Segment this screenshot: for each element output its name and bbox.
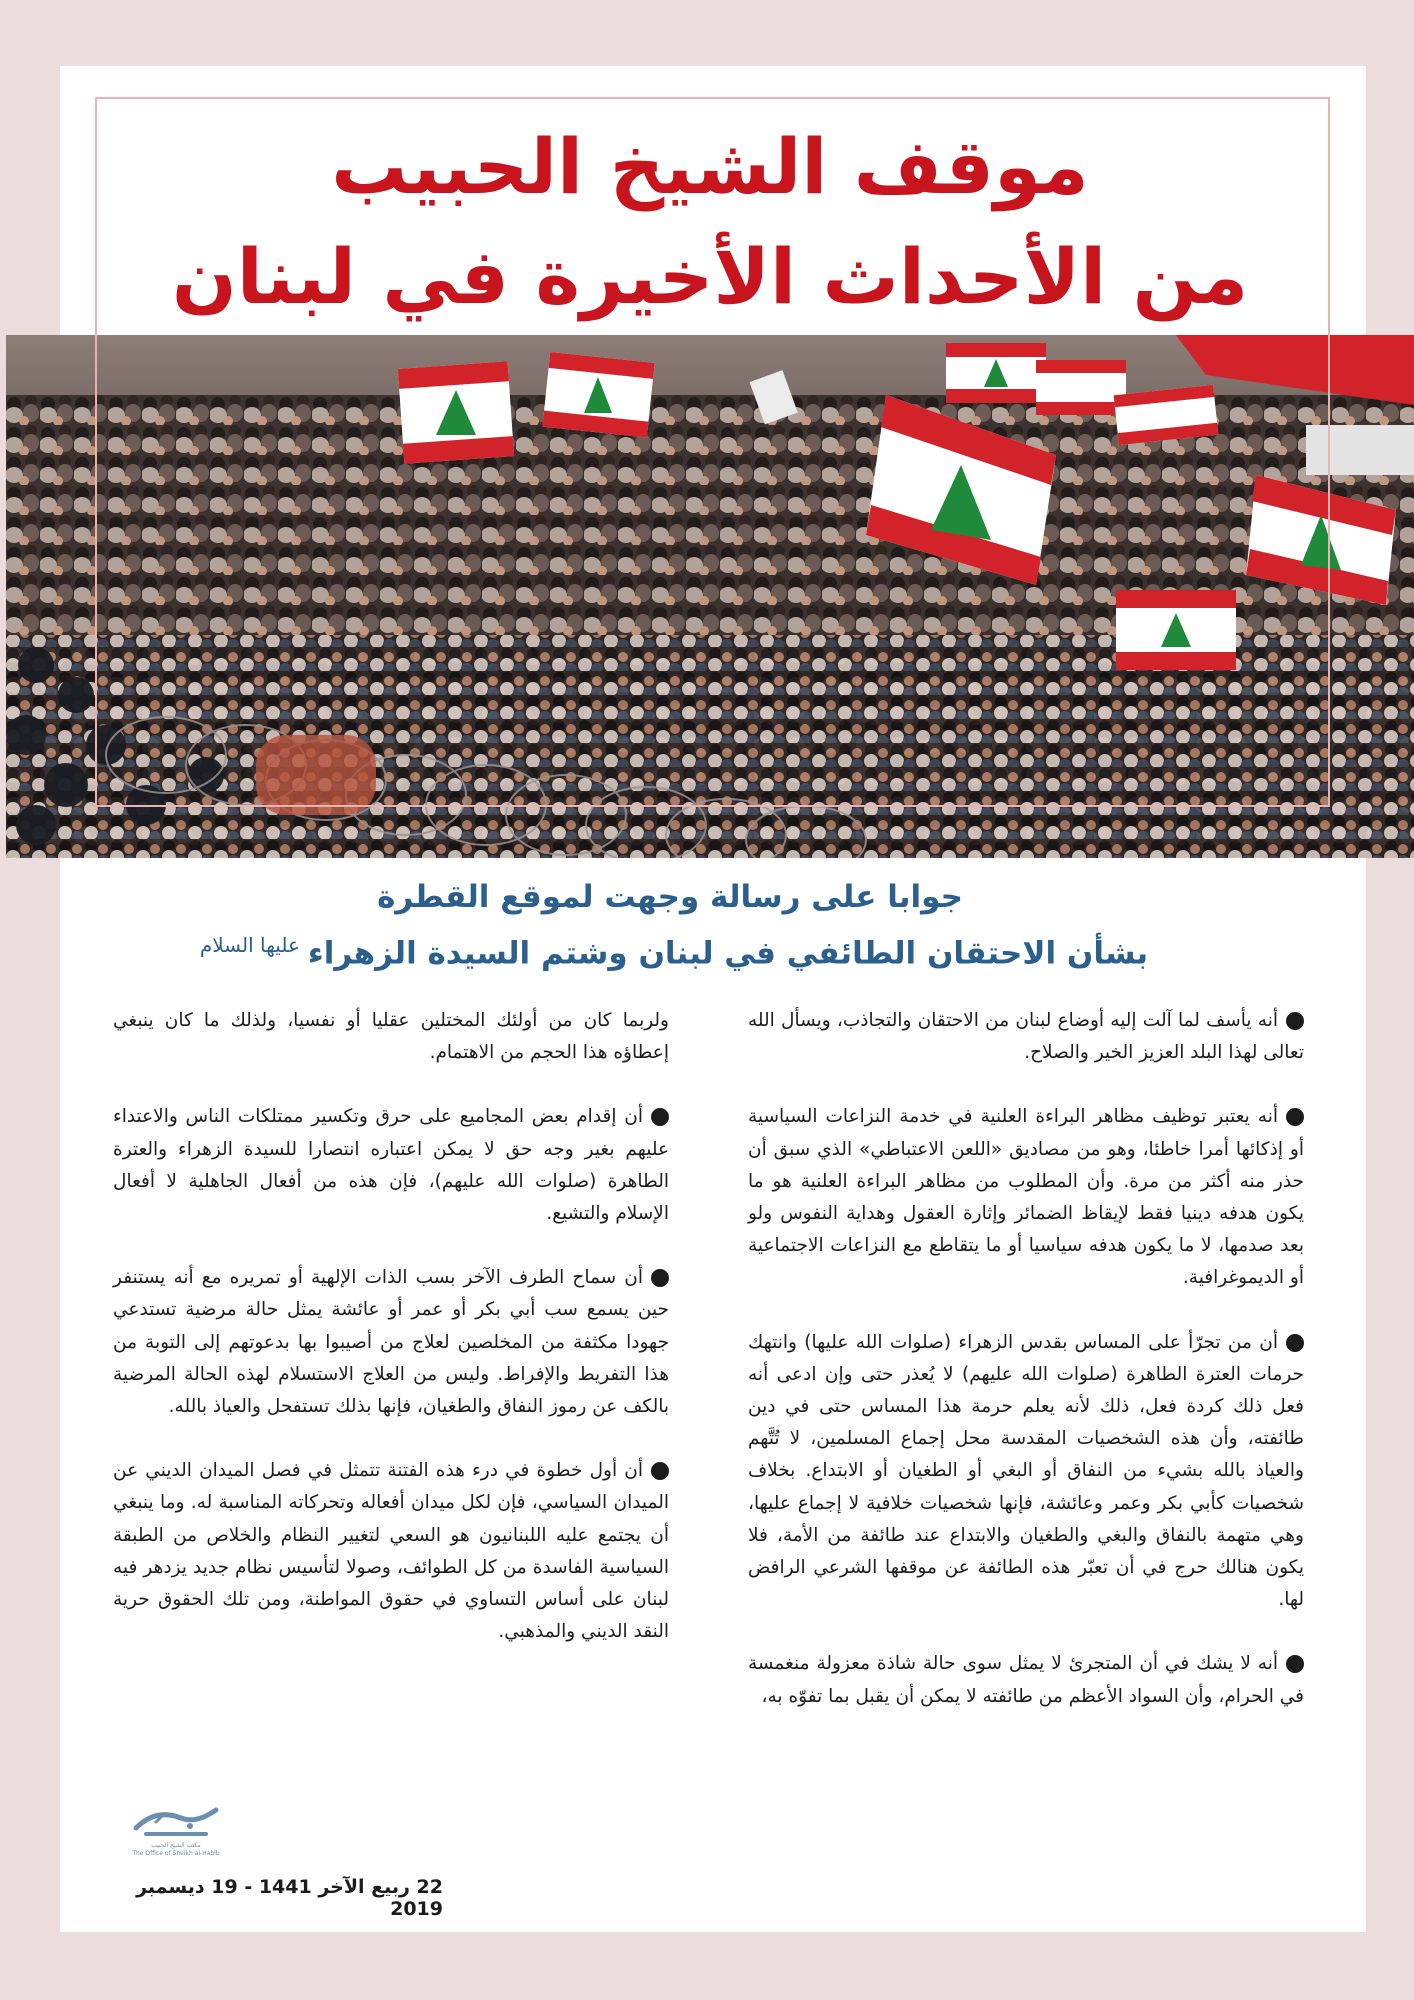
protest-crowd-with-lebanese-flags-photo bbox=[6, 335, 1414, 858]
bullet-icon bbox=[1286, 1012, 1304, 1030]
bullet-icon bbox=[1286, 1108, 1304, 1126]
subtitle bbox=[160, 873, 1180, 977]
body-column-right bbox=[748, 1005, 1304, 1745]
paragraph bbox=[113, 1005, 669, 1069]
paragraph-text: أنه يعتبر توظيف مظاهر البراءة العلنية في خدمة النزاعات السياسية أو إذكائها أمرا خاطئا، وهو من مصاديق «اللعن الاعتباطي» الذي سبق أن حذر منه أكثر من مرة. وأن المطلوب من مظاهر البراءة العلنية هو ما يكون هدفه دينيا فقط لإيقاظ الضمائر وإثارة العقول وهداية النفوس ولو بعد صدمها، لا ما يكون هدفه سياسيا أو ما يتقاطع مع النزاعات الاجتماعية أو الديموغرافية. bbox=[748, 1106, 1304, 1289]
bullet-icon bbox=[651, 1108, 669, 1126]
logo-text-ar: مكتب الشيخ الحبيب bbox=[151, 1842, 201, 1849]
paragraph bbox=[748, 1648, 1304, 1712]
paragraph-text: أنه لا يشك في أن المتجرئ لا يمثل سوى حالة شاذة معزولة منغمسة في الحرام، وأن السواد الأعظم من طائفته لا يمكن أن يقبل بما تفوّه به، bbox=[748, 1653, 1304, 1707]
protest-photo bbox=[6, 335, 1414, 858]
paragraph-text: أن إقدام بعض المجاميع على حرق وتكسير ممتلكات الناس والاعتداء عليهم بغير وجه حق لا يمكن اعتباره انتصارا للسيدة الزهراء والعترة الطاهرة (صلوات الله عليهم)، فإن هذه من أفعال الجاهلية لا أفعال الإسلام والتشيع. bbox=[113, 1106, 669, 1225]
paragraph bbox=[113, 1455, 669, 1648]
title-line-1: موقف الشيخ الحبيب bbox=[331, 122, 1089, 211]
publication-date: 22 ربيع الآخر 1441 - 19 ديسمبر 2019 bbox=[136, 1876, 443, 1920]
subtitle-line-2-text: بشأن الاحتقان الطائفي في لبنان وشتم السيدة الزهراء bbox=[307, 935, 1149, 972]
office-logo bbox=[126, 1800, 226, 1866]
paragraph-text: أن من تجرّأ على المساس بقدس الزهراء (صلوات الله عليها) وانتهك حرمات العترة الطاهرة (صلوات الله عليهم) لا يُعذر حتى وإن ادعى أنه فعل ذلك كردة فعل، ذلك لأنه يعلم حرمة هذا المساس حتى في دين طائفته، وأن هذه الشخصيات المقدسة محل إجماع المسلمين، لا تُتَّهم والعياذ بالله بشيء من النفاق أو البغي أو الطغيان أو الابتداع. بخلاف شخصيات كأبي بكر وعمر وعائشة، فإنها شخصيات خلافية لا إجماع عليها، وهي متهمة بالنفاق والبغي والطغيان والابتداع عند طائفة من الأمة، فلا يكون هنالك حرج في أن تعبّر هذه الطائفة عن موقفها الشرعي الرافض لها. bbox=[748, 1331, 1304, 1611]
page-title bbox=[110, 112, 1310, 332]
logo-text-en: The Office of Sheikh al-Habib bbox=[132, 1850, 220, 1857]
paragraph bbox=[113, 1262, 669, 1423]
bullet-icon bbox=[1286, 1334, 1304, 1352]
body-column-left bbox=[113, 1005, 669, 1680]
subtitle-line-2 bbox=[160, 921, 1180, 977]
bullet-icon bbox=[651, 1462, 669, 1480]
paragraph-text: أن أول خطوة في درء هذه الفتنة تتمثل في فصل الميدان الديني عن الميدان السياسي، فإن لكل ميدان أفعاله وتحركاته المناسبة له. وما ينبغي أن يجتمع عليه اللبنانيون هو السعي لتغيير النظام والخلاص من الطبقة السياسية الفاسدة من كل الطوائف، وصولا لتأسيس نظام جديد يزدهر فيه لبنان على أساس التساوي في حقوق المواطنة، ومن تلك الحقوق حرية النقد الديني والمذهبي. bbox=[113, 1460, 669, 1643]
logo-caption bbox=[126, 1842, 226, 1858]
paragraph-text: ولربما كان من أولئك المختلين عقليا أو نفسيا، ولذلك ما كان ينبغي إعطاؤه هذا الحجم من الاهتمام. bbox=[113, 1010, 669, 1064]
office-logo-icon bbox=[126, 1800, 226, 1844]
paragraph bbox=[113, 1101, 669, 1230]
title-line-2: من الأحداث الأخيرة في لبنان bbox=[171, 232, 1249, 321]
paragraph bbox=[748, 1005, 1304, 1069]
bullet-icon bbox=[1286, 1655, 1304, 1673]
subtitle-line-1: جوابا على رسالة وجهت لموقع القطرة bbox=[377, 879, 963, 915]
honorific-mark: عليها السلام bbox=[199, 933, 300, 957]
paragraph-text: أن سماح الطرف الآخر بسب الذات الإلهية أو تمريره مع أنه يستنفر حين يسمع سب أبي بكر أو عمر أو عائشة يمثل حالة مرضية تستدعي جهودا مكثفة من المخلصين لعلاج من أصيبوا بها بدعوتهم إلى التوبة من هذا التفريط والإفراط. وليس من العلاج الاستسلام لهذه الحالة المرضية بالكف عن رموز النفاق والطغيان، فإنها بذلك تستفحل والعياذ بالله. bbox=[113, 1267, 669, 1418]
paragraph-text: أنه يأسف لما آلت إليه أوضاع لبنان من الاحتقان والتجاذب، ويسأل الله تعالى لهذا البلد العزيز الخير والصلاح. bbox=[748, 1010, 1304, 1064]
bullet-icon bbox=[651, 1269, 669, 1287]
paragraph bbox=[748, 1101, 1304, 1294]
paragraph bbox=[748, 1327, 1304, 1617]
